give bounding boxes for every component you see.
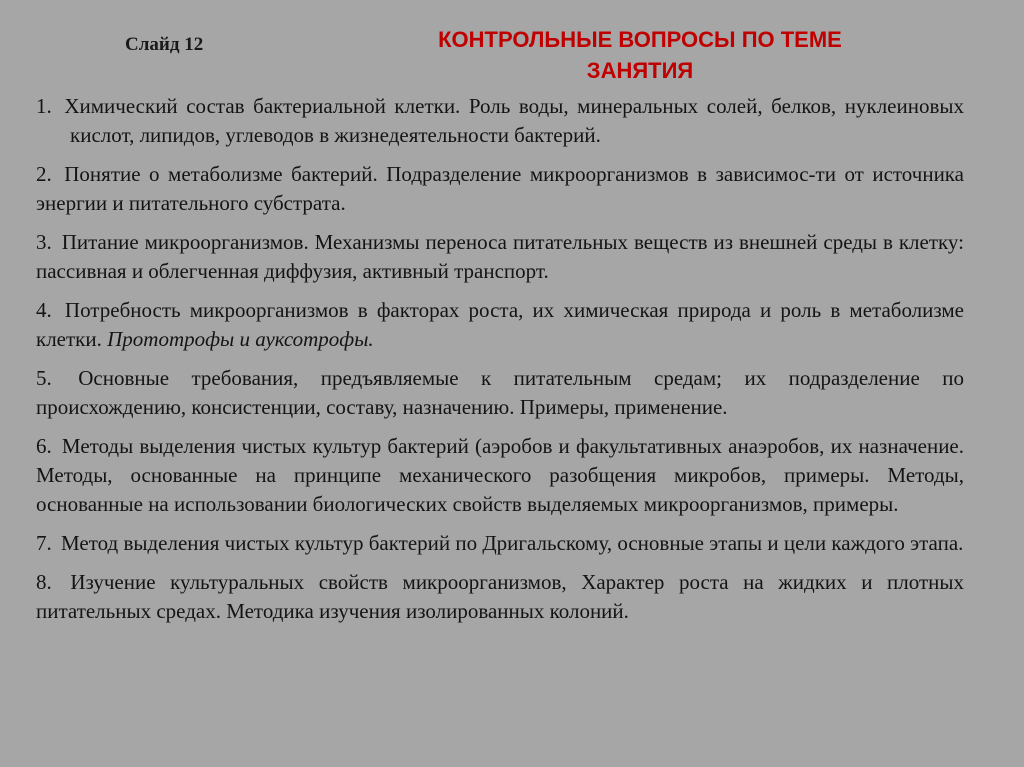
title-line-2: ЗАНЯТИЯ	[586, 58, 694, 83]
question-item	[36, 432, 964, 519]
question-number: 7.	[36, 531, 52, 555]
question-item	[36, 296, 964, 354]
question-item	[36, 228, 964, 286]
question-number: 4.	[36, 298, 52, 322]
question-italic-text: Прототрофы и ауксотрофы.	[107, 327, 374, 351]
question-text: Методы выделения чистых культур бактерий (аэробов и факультативных анаэробов, их назначение. Методы, основанные на принципе механического разобщения микробов, примеры. Методы, основанные на использовании биологических свойств выделяемых микроорганизмов, примеры.	[36, 434, 965, 516]
question-text: Основные требования, предъявляемые к питательным средам; их подразделение по происхождению, консистенции, составу, назначению. Примеры, применение.	[36, 366, 965, 419]
question-text: Изучение культуральных свойств микроорганизмов, Характер роста на жидких и плотных питательных средах. Методика изучения изолированных колоний.	[36, 570, 964, 623]
question-text: Метод выделения чистых культур бактерий по Дригальскому, основные этапы и цели каждого этапа.	[61, 531, 964, 555]
slide-title	[320, 24, 960, 86]
question-item	[36, 529, 964, 558]
question-text: Понятие о метаболизме бактерий. Подразделение микроорганизмов в зависимос-ти от источника энергии и питательного субстрата.	[36, 162, 965, 215]
question-text: Потребность микроорганизмов в факторах роста, их химическая природа и роль в метаболизме клетки.	[36, 298, 965, 351]
question-number: 8.	[36, 570, 52, 594]
question-text: Химический состав бактериальной клетки. Роль воды, минеральных солей, белков, нуклеиновых кислот, липидов, углеводов в жизнедеятельности бактерий.	[64, 94, 964, 147]
question-item	[36, 364, 964, 422]
question-text: Питание микроорганизмов. Механизмы переноса питательных веществ из внешней среды в клетку: пассивная и облегченная диффузия, активный транспорт.	[36, 230, 964, 283]
question-item	[36, 160, 964, 218]
question-number: 2.	[36, 162, 52, 186]
question-item	[36, 92, 964, 150]
question-item	[36, 568, 964, 626]
slide-number: Слайд 12	[125, 34, 204, 55]
title-line-1: КОНТРОЛЬНЫЕ ВОПРОСЫ ПО ТЕМЕ	[438, 27, 842, 52]
question-number: 3.	[36, 230, 52, 254]
question-list	[36, 92, 964, 636]
question-number: 1.	[36, 94, 52, 118]
question-number: 5.	[36, 366, 52, 390]
question-number: 6.	[36, 434, 52, 458]
